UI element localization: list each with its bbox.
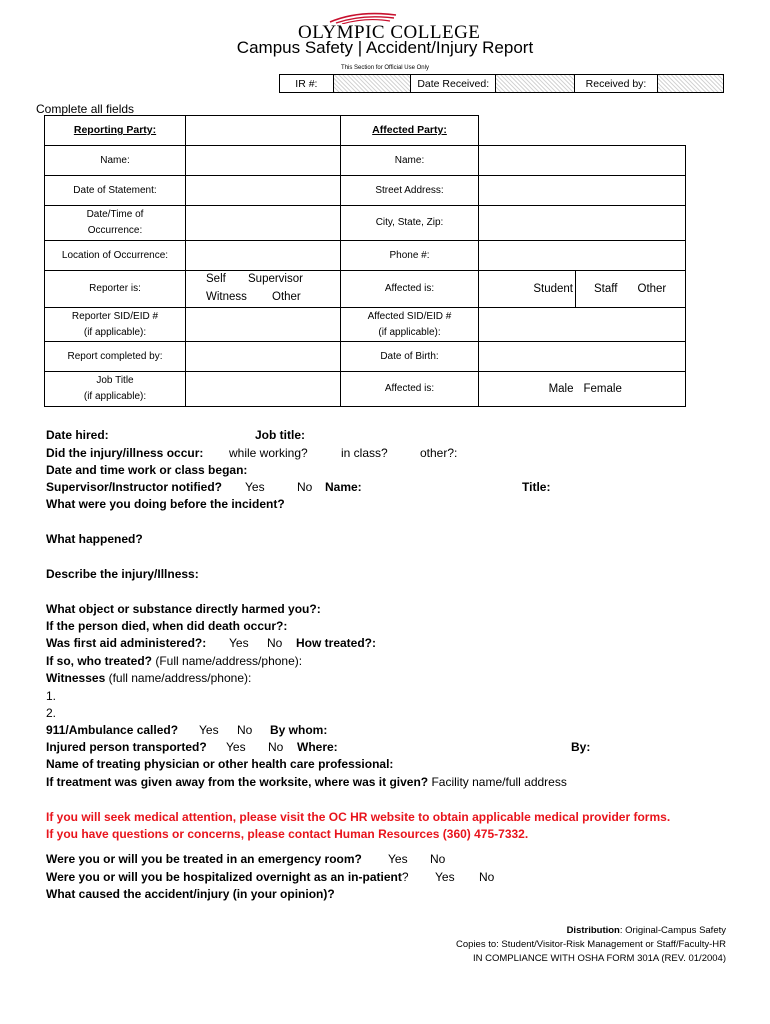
describe-injury-label: Describe the injury/Illness: — [46, 567, 199, 581]
osha-compliance-line: IN COMPLIANCE WITH OSHA FORM 301A (REV. 01/2004) — [472, 953, 726, 964]
phone-label: Phone #: — [341, 241, 479, 271]
date-of-birth-field[interactable] — [479, 342, 686, 372]
job-title-line1: Job Title — [96, 375, 134, 386]
ir-label: IR #: — [280, 75, 334, 92]
reporter-name-field[interactable] — [186, 146, 341, 176]
away-worksite-label — [46, 775, 567, 789]
city-state-zip-field[interactable] — [479, 206, 686, 241]
what-happened-label: What happened? — [46, 532, 143, 546]
distribution-label: Distribution — [566, 925, 620, 936]
how-treated-label: How treated?: — [296, 636, 377, 650]
hospitalized-label — [46, 870, 409, 884]
hr-contact-notice: If you have questions or concerns, please contact Human Resources (360) 475-7332. — [46, 827, 529, 841]
transported-yes-option[interactable]: Yes — [226, 740, 246, 754]
official-use-table — [279, 74, 724, 93]
job-title-label — [45, 372, 186, 407]
phone-field[interactable] — [479, 241, 686, 271]
reporter-name-label: Name: — [45, 146, 186, 176]
official-use-note: This Section for Official Use Only — [341, 65, 429, 71]
female-option[interactable]: Female — [576, 372, 686, 407]
date-time-began-label: Date and time work or class began: — [46, 463, 248, 477]
ambulance-yes-option[interactable]: Yes — [199, 723, 219, 737]
by-label: By: — [571, 740, 591, 754]
party-info-table — [44, 115, 686, 407]
affected-name-field[interactable] — [479, 146, 686, 176]
witness-1: 1. — [46, 689, 57, 703]
date-time-label-line1: Date/Time of — [86, 209, 144, 220]
male-option[interactable]: Male — [479, 372, 576, 407]
away-worksite-bold: If treatment was given away from the worksite, where was it given? — [46, 775, 429, 789]
date-of-statement-label: Date of Statement: — [45, 176, 186, 206]
first-aid-yes-option[interactable]: Yes — [229, 636, 249, 650]
date-received-field[interactable] — [496, 75, 575, 92]
distribution-line — [567, 925, 726, 936]
city-state-zip-label: City, State, Zip: — [341, 206, 479, 241]
doing-before-label: What were you doing before the incident? — [46, 497, 285, 511]
what-caused-label: What caused the accident/injury (in your opinion)? — [46, 887, 335, 901]
who-treated-bold: If so, who treated? — [46, 654, 153, 668]
date-of-birth-label: Date of Birth: — [341, 342, 479, 372]
object-substance-label: What object or substance directly harmed you?: — [46, 602, 321, 616]
job-title-q-label: Job title: — [255, 428, 305, 442]
olympic-college-logo — [298, 12, 488, 43]
affected-sid-line1: Affected SID/EID # — [367, 310, 452, 322]
reporting-party-heading: Reporting Party: — [73, 124, 157, 136]
reporter-supervisor-option[interactable]: Supervisor — [248, 273, 303, 286]
instructions: Complete all fields — [36, 102, 135, 116]
date-hired-label: Date hired: — [46, 428, 109, 442]
hospitalized-bold: Were you or will you be hospitalized overnight as an in-patient — [46, 870, 402, 884]
affected-student-option[interactable]: Student — [479, 271, 576, 308]
ir-field[interactable] — [334, 75, 412, 92]
date-of-statement-field[interactable] — [186, 176, 341, 206]
who-treated-label — [46, 654, 302, 668]
transported-no-option[interactable]: No — [268, 740, 284, 754]
hospitalized-no-option[interactable]: No — [479, 870, 495, 884]
reporter-sid-field[interactable] — [186, 308, 341, 342]
facility-hint: Facility name/full address — [428, 775, 567, 789]
affected-sid-line2: (if applicable): — [378, 326, 441, 338]
witness-2: 2. — [46, 706, 57, 720]
affected-is-label: Affected is: — [341, 271, 479, 308]
reporter-is-label: Reporter is: — [45, 271, 186, 308]
supervisor-notified-label: Supervisor/Instructor notified? — [46, 480, 223, 494]
medical-attention-notice: If you will seek medical attention, please visit the OC HR website to obtain applicable medical provider forms. — [46, 810, 671, 824]
transported-label: Injured person transported? — [46, 740, 207, 754]
logo-text: OLYMPIC COLLEGE — [298, 22, 481, 43]
hospitalized-qmark: ? — [401, 870, 409, 884]
witnesses-hint: (full name/address/phone): — [105, 671, 252, 685]
job-title-field[interactable] — [186, 372, 341, 407]
where-label: Where: — [297, 740, 338, 754]
reporter-sid-line1: Reporter SID/EID # — [71, 310, 159, 322]
date-time-label-line2: Occurrence: — [87, 225, 143, 236]
affected-party-heading: Affected Party: — [372, 124, 447, 136]
distribution-value: : Original-Campus Safety — [619, 925, 726, 936]
reporter-self-option[interactable]: Self — [206, 273, 226, 286]
date-time-occurrence-label — [45, 206, 186, 241]
emergency-yes-option[interactable]: Yes — [388, 852, 408, 866]
affected-gender-label: Affected is: — [341, 372, 479, 407]
by-whom-label: By whom: — [270, 723, 328, 737]
copies-to-line: Copies to: Student/Visitor-Risk Management or Staff/Faculty-HR — [456, 939, 726, 950]
witnesses-bold: Witnesses — [46, 671, 106, 685]
location-occurrence-field[interactable] — [186, 241, 341, 271]
supervisor-title-label: Title: — [522, 480, 551, 494]
reporter-is-options — [186, 271, 341, 308]
report-completed-by-label: Report completed by: — [45, 342, 186, 372]
date-received-label: Date Received: — [411, 75, 496, 92]
ambulance-label: 911/Ambulance called? — [46, 723, 179, 737]
affected-staff-option[interactable]: Staff — [576, 271, 636, 308]
affected-sid-label — [341, 308, 479, 342]
witnesses-label — [46, 671, 251, 685]
supervisor-no-option[interactable]: No — [297, 480, 313, 494]
in-class-option[interactable]: in class? — [341, 446, 388, 460]
physician-label: Name of treating physician or other health care professional: — [46, 757, 394, 771]
reporter-sid-label — [45, 308, 186, 342]
reporter-witness-option[interactable]: Witness — [206, 291, 247, 303]
street-address-label: Street Address: — [341, 176, 479, 206]
emergency-no-option[interactable]: No — [430, 852, 446, 866]
affected-sid-field[interactable] — [479, 308, 686, 342]
location-occurrence-label: Location of Occurrence: — [45, 241, 186, 271]
first-aid-label: Was first aid administered?: — [46, 636, 207, 650]
who-treated-hint: (Full name/address/phone): — [152, 654, 303, 668]
person-died-label: If the person died, when did death occur?: — [46, 619, 288, 633]
received-by-field[interactable] — [658, 75, 723, 92]
supervisor-yes-option[interactable]: Yes — [245, 480, 265, 494]
hospitalized-yes-option[interactable]: Yes — [435, 870, 455, 884]
reporter-other-option[interactable]: Other — [272, 291, 301, 303]
supervisor-name-label: Name: — [325, 480, 362, 494]
emergency-room-label: Were you or will you be treated in an emergency room? — [46, 852, 362, 866]
page-title: Campus Safety | Accident/Injury Report — [236, 38, 534, 57]
ambulance-no-option[interactable]: No — [237, 723, 253, 737]
reporter-sid-line2: (if applicable): — [83, 326, 147, 338]
report-completed-by-field[interactable] — [186, 342, 341, 372]
street-address-field[interactable] — [479, 176, 686, 206]
affected-name-label: Name: — [341, 146, 479, 176]
first-aid-no-option[interactable]: No — [267, 636, 283, 650]
affected-other-option[interactable]: Other — [636, 271, 686, 308]
received-by-label: Received by: — [575, 75, 659, 92]
while-working-option[interactable]: while working? — [229, 446, 308, 460]
job-title-line2: (if applicable): — [83, 391, 147, 402]
date-time-occurrence-field[interactable] — [186, 206, 341, 241]
other-option[interactable]: other?: — [420, 446, 458, 460]
injury-occur-label: Did the injury/illness occur: — [46, 446, 204, 460]
